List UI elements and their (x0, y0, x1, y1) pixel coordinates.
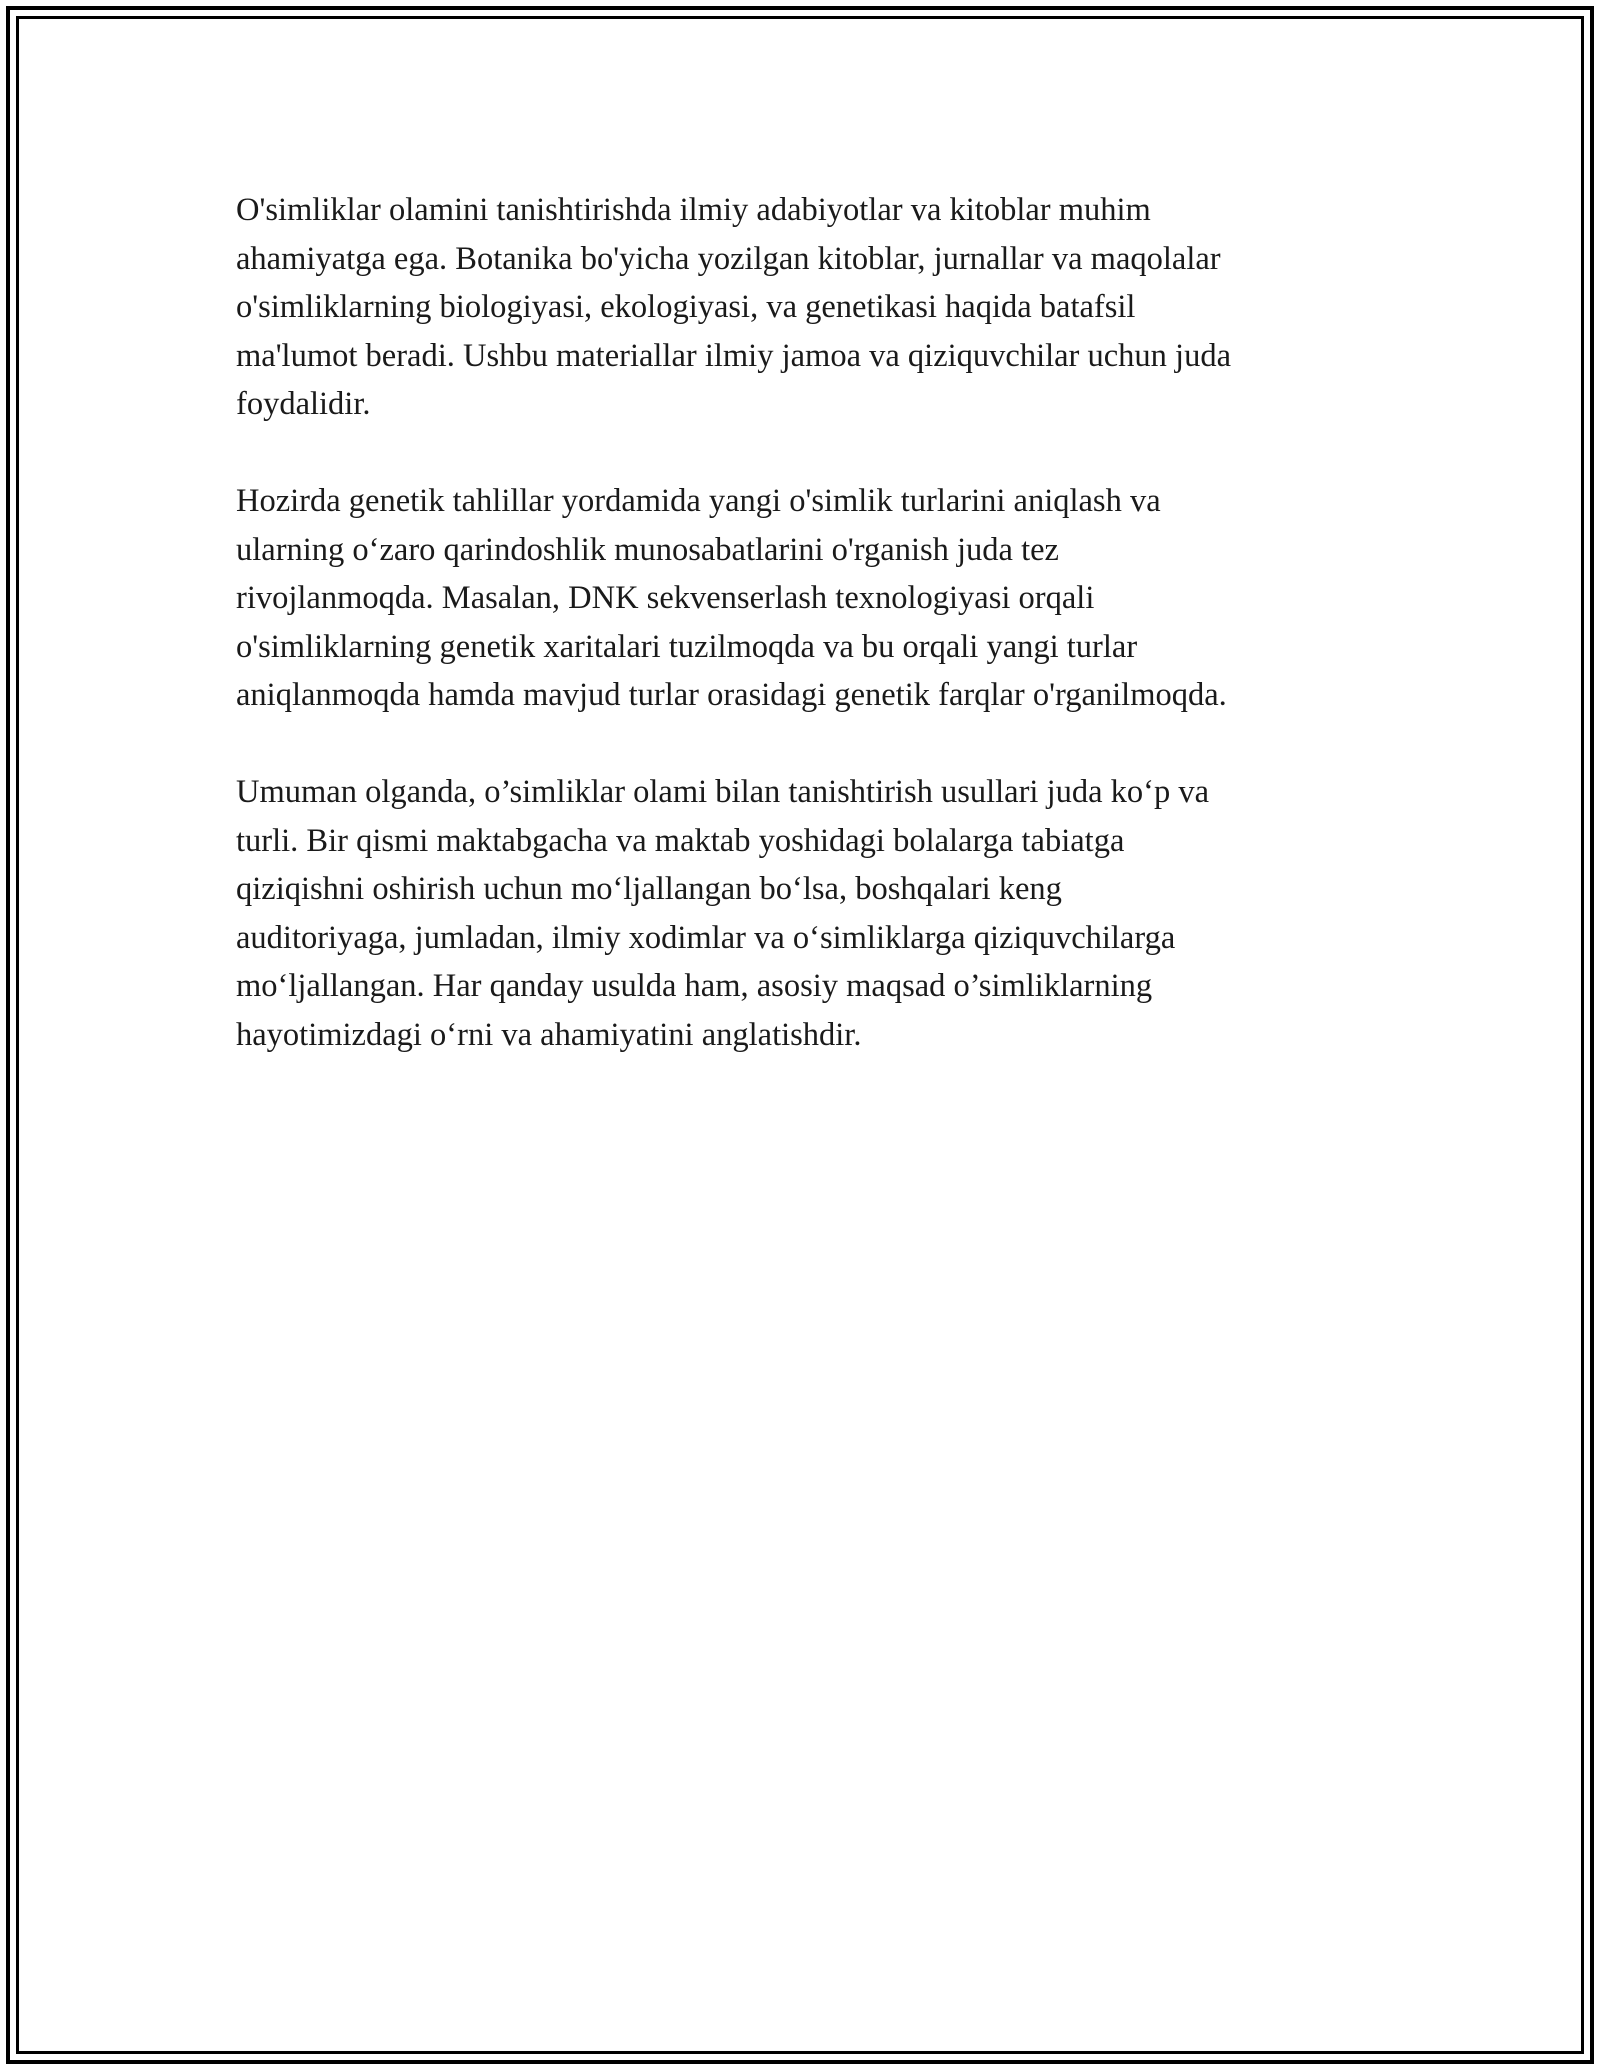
paragraph-2: Hozirda genetik tahlillar yordamida yangi o'simlik turlarini aniqlash va ularning oʻzaro qarindoshlik munosabatlarini o'rganish juda tez rivojlanmoqda. Masalan, DNK sekvenserlash texnologiyasi orqali o'simliklarning genetik xaritalari tuzilmoqda va bu orqali yangi turlar aniqlanmoqda hamda mavjud turlar orasidagi genetik farqlar o'rganilmoqda. (236, 483, 1227, 713)
paragraph-3: Umuman olganda, o’simliklar olami bilan tanishtirish usullari juda koʻp va turli. Bir qismi maktabgacha va maktab yoshidagi bolalarga tabiatga qiziqishni oshirish uchun moʻljallangan boʻlsa, boshqalari keng auditoriyaga, jumladan, ilmiy xodimlar va oʻsimliklarga qiziquvchilarga moʻljallangan. Har qanday usulda ham, asosiy maqsad o’simliklarning hayotimizdagi oʻrni va ahamiyatini anglatishdir. (236, 774, 1210, 1053)
document-body (236, 186, 1376, 1108)
paragraph-1: O'simliklar olamini tanishtirishda ilmiy adabiyotlar va kitoblar muhim ahamiyatga ega. Botanika bo'yicha yozilgan kitoblar, jurnallar va maqolalar o'simliklarning biologiyasi, ekologiyasi, va genetikasi haqida batafsil ma'lumot beradi. Ushbu materiallar ilmiy jamoa va qiziquvchilar uchun juda foydalidir. (236, 192, 1232, 422)
